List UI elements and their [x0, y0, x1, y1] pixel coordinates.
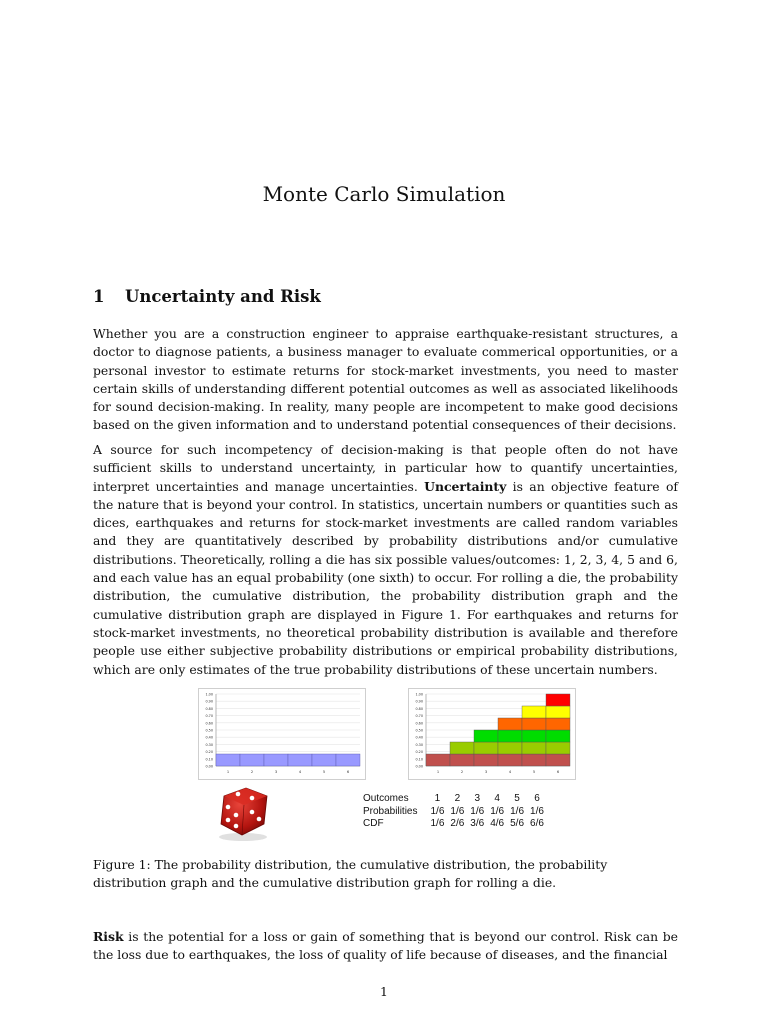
x-tick-label: 4	[298, 770, 302, 774]
table-cell: 6/6	[530, 818, 544, 829]
row-label: Outcomes	[363, 793, 409, 804]
bar-segment	[546, 706, 570, 718]
x-tick-label: 1	[226, 770, 230, 774]
y-tick-label: 0.70	[415, 714, 423, 719]
x-tick-label: 2	[460, 770, 464, 774]
bar-segment	[546, 718, 570, 730]
x-tick-label: 2	[250, 770, 254, 774]
section-number: 1	[93, 287, 105, 306]
table-row	[363, 818, 547, 831]
bar-segment	[546, 754, 570, 766]
x-tick-label: 6	[556, 770, 560, 774]
bar-segment	[522, 706, 546, 718]
table-cell: 1/6	[530, 805, 544, 817]
y-tick-label: 0.60	[205, 721, 213, 726]
paragraph-3-part-a: is the potential for a loss or gain of something that is beyond our control. Risk can be the loss due to earthquakes, the loss of quality of life because of diseases, and the financial	[93, 929, 678, 963]
risk-term: Risk	[93, 929, 124, 944]
table-cell: 6	[534, 793, 540, 804]
bar	[336, 754, 360, 766]
figure-caption: Figure 1: The probability distribution, the cumulative distribution, the probability distribution graph and the cumulative distribution graph for rolling a die.	[93, 857, 608, 891]
y-tick-label: 1.00	[415, 692, 423, 697]
bar-segment	[426, 754, 450, 766]
bar-segment	[546, 730, 570, 742]
x-tick-label: 5	[322, 770, 326, 774]
x-tick-label: 3	[484, 770, 488, 774]
bar-segment	[522, 754, 546, 766]
x-tick-label: 5	[532, 770, 536, 774]
y-tick-label: 0.10	[205, 757, 213, 762]
y-tick-label: 0.10	[415, 757, 423, 762]
table-cell: 4	[494, 793, 500, 804]
paper-title: Monte Carlo Simulation	[262, 182, 506, 206]
section-heading	[93, 287, 321, 306]
y-tick-label: 0.90	[415, 699, 423, 704]
y-tick-label: 0.70	[205, 714, 213, 719]
page-number: 1	[380, 984, 388, 999]
bar-segment	[546, 742, 570, 754]
y-tick-label: 0.50	[415, 728, 423, 733]
bar-segment	[498, 742, 522, 754]
y-tick-label: 0.20	[415, 750, 423, 755]
table-cell: 1/6	[430, 805, 445, 817]
y-tick-label: 0.80	[415, 706, 423, 711]
y-tick-label: 0.00	[205, 764, 213, 769]
bar-segment	[498, 730, 522, 742]
die-icon	[212, 782, 274, 842]
bar-segment	[474, 730, 498, 742]
paragraph-3	[93, 928, 678, 965]
table-cell: 5/6	[510, 818, 525, 829]
bar-segment	[474, 754, 498, 766]
probability-distribution-chart	[198, 688, 366, 780]
table-cell: 2/6	[450, 818, 465, 829]
table-cell: 1	[434, 793, 441, 804]
paragraph-2	[93, 441, 678, 679]
y-tick-label: 0.30	[205, 742, 213, 747]
bar-segment	[546, 694, 570, 706]
section-title: Uncertainty and Risk	[125, 287, 321, 306]
row-label: Probabilities	[363, 805, 418, 817]
y-tick-label: 0.40	[415, 735, 423, 740]
bar-segment	[498, 718, 522, 730]
table-row	[363, 806, 547, 819]
bar	[216, 754, 240, 766]
x-tick-label: 6	[346, 770, 350, 774]
x-tick-label: 3	[274, 770, 278, 774]
cumulative-distribution-chart	[408, 688, 576, 780]
paragraph-1: Whether you are a construction engineer to appraise earthquake-resistant structures, a doctor to diagnose patients, a business manager to evaluate commerical opportunities, or a personal investor to estimate returns for stock-market investments, you need to master certain skills of understanding different potential outcomes as well as associated likelihoods for sound decision-making. In reality, many people are incompetent to make good decisions based on the given information and to understand potential consequences of their decisions.	[93, 326, 678, 433]
bar-segment	[522, 742, 546, 754]
y-tick-label: 0.90	[205, 699, 213, 704]
bar	[240, 754, 264, 766]
table-cell: 5	[514, 793, 520, 804]
paragraph-2-part-a: A source for such incompetency of decision-making is that people often do not have sufficient skills to understand uncertainty, in particular how to quantify uncertainties, interpret uncertainties and manage uncertainties.	[93, 442, 678, 494]
y-tick-label: 1.00	[205, 692, 213, 697]
bar	[264, 754, 288, 766]
y-tick-label: 0.20	[205, 750, 213, 755]
table-cell: 1/6	[450, 805, 465, 817]
table-cell: 1/6	[430, 818, 445, 829]
table-cell: 1/6	[510, 805, 525, 817]
y-tick-label: 0.00	[415, 764, 423, 769]
table-cell: 4/6	[490, 818, 505, 829]
table-row	[363, 793, 547, 806]
row-label: CDF	[363, 818, 384, 829]
table-cell: 3/6	[470, 818, 485, 829]
bar-segment	[450, 742, 474, 754]
y-tick-label: 0.50	[205, 728, 213, 733]
bar-segment	[498, 754, 522, 766]
die-distribution-table	[363, 793, 547, 831]
bar	[288, 754, 312, 766]
x-tick-label: 4	[508, 770, 512, 774]
paragraph-2-part-b: is an objective feature of the nature that is beyond your control. In statistics, uncertain numbers or quantities such as dices, earthquakes and returns for stock-market investments are called random variables and they are quantitatively described by probability distributions and/or cumulative distributions. Theoretically, rolling a die has six possible values/outcomes: 1, 2, 3, 4, 5 and 6, and each value has an equal probability (one sixth) to occur. For rolling a die, the probability distribution, the cumulative distribution, the probability distribution graph and the cumulative distribution graph are displayed in Figure 1. For earthquakes and returns for stock-market investments, no theoretical probability distribution is available and therefore people use either subjective probability distributions or empirical probability distributions, which are only estimates of the true probability distributions of these uncertain numbers.	[93, 478, 678, 677]
table-cell: 3	[474, 793, 481, 804]
y-tick-label: 0.80	[205, 706, 213, 711]
y-tick-label: 0.60	[415, 721, 423, 726]
table-cell: 1/6	[490, 805, 505, 817]
table-cell: 1/6	[470, 805, 485, 817]
bar-segment	[522, 730, 546, 742]
bar-segment	[474, 742, 498, 754]
table-cell: 2	[454, 793, 461, 804]
x-tick-label: 1	[436, 770, 440, 774]
bar-segment	[522, 718, 546, 730]
bar-segment	[450, 754, 474, 766]
y-tick-label: 0.40	[205, 735, 213, 740]
uncertainty-term: Uncertainty	[424, 478, 507, 494]
bar	[312, 754, 336, 766]
y-tick-label: 0.30	[415, 742, 423, 747]
